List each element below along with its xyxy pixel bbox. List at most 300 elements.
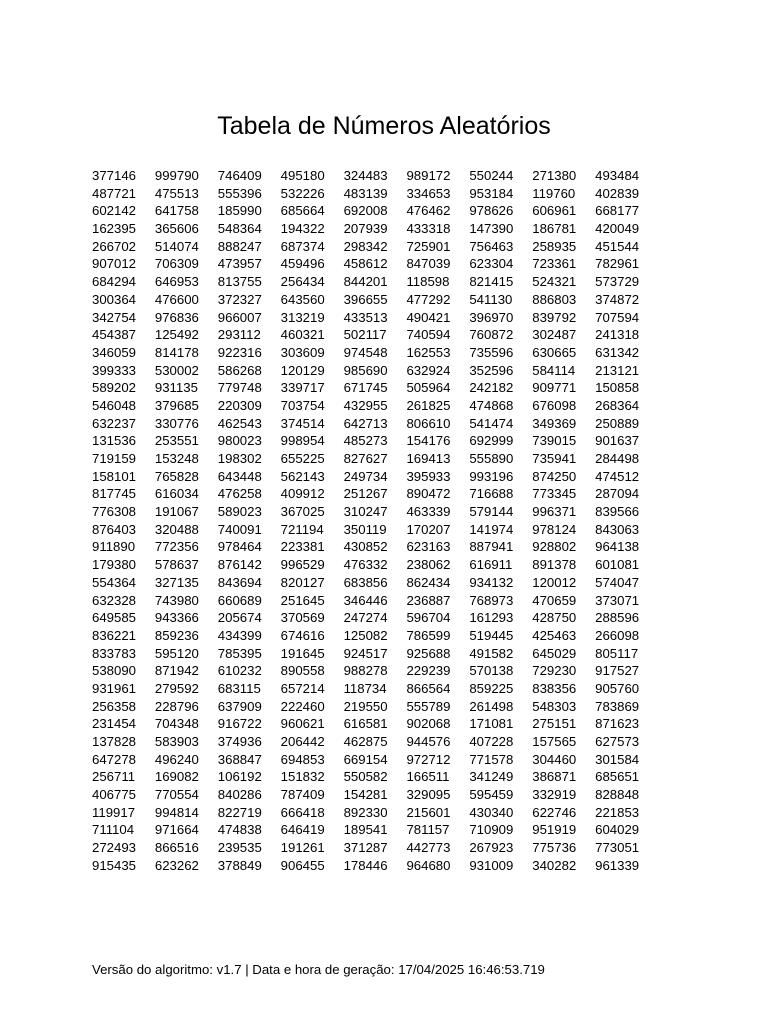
table-cell: 964680 [406,857,451,873]
table-cell: 161293 [469,610,514,626]
table-cell: 805117 [595,645,639,661]
table-cell: 859236 [154,627,199,643]
table-cell: 538090 [92,663,137,679]
table-cell: 756463 [469,238,514,254]
table-cell: 847039 [406,256,451,272]
table-cell: 162553 [406,344,451,360]
table-cell: 530002 [154,362,199,378]
table-cell: 169413 [406,451,451,466]
table-cell: 442773 [406,840,451,856]
table-cell: 735596 [469,344,514,360]
table-cell: 555789 [406,698,451,714]
table-cell: 683856 [343,574,388,590]
table-cell: 643560 [280,291,325,307]
table-cell: 367025 [280,504,325,520]
table-cell: 402839 [595,185,640,201]
table-cell: 820127 [280,574,325,590]
table-cell: 272493 [92,840,137,856]
table-cell: 221853 [595,804,640,820]
table-cell: 821415 [469,274,514,290]
table-cell: 502117 [343,327,387,343]
table-cell: 462543 [217,415,262,431]
table-cell: 578637 [154,557,199,573]
table-cell: 207939 [343,221,388,237]
table-cell: 589202 [92,380,137,396]
table-row [92,309,658,327]
table-row [92,574,658,592]
table-cell: 485273 [343,433,388,449]
table-cell: 261498 [469,698,514,714]
table-cell: 859225 [469,680,514,696]
table-cell: 372327 [217,291,262,307]
table-cell: 303609 [280,344,325,360]
table-cell: 342754 [92,309,137,325]
table-row [92,733,658,751]
table-cell: 771578 [469,751,514,767]
table-cell: 487721 [92,185,137,201]
table-cell: 459496 [280,256,325,272]
table-cell: 191261 [280,840,325,856]
table-cell: 972712 [406,751,451,767]
table-cell: 931009 [469,857,514,873]
table-cell: 776308 [92,504,137,520]
table-cell: 573729 [595,274,640,290]
table-cell: 833783 [92,645,137,661]
table-cell: 966007 [217,309,262,325]
table-row [92,556,658,574]
table-cell: 676098 [532,397,577,413]
table-cell: 978124 [532,521,577,537]
table-cell: 874250 [532,468,577,484]
table-cell: 131536 [92,433,137,449]
table-cell: 474512 [595,468,640,484]
table-row [92,185,658,203]
table-cell: 332919 [532,787,577,803]
table-cell: 739015 [532,433,577,449]
table-cell: 275151 [532,716,577,732]
table-cell: 298342 [343,238,388,254]
table-cell: 570138 [469,663,514,679]
table-cell: 649585 [92,610,137,626]
table-cell: 334653 [406,185,451,201]
table-cell: 271380 [532,168,577,183]
table-cell: 843063 [595,521,640,537]
table-row [92,715,658,733]
table-cell: 324483 [343,168,388,183]
table-cell: 186781 [532,221,577,237]
table-cell: 887941 [469,539,514,555]
table-cell: 622746 [532,804,577,820]
table-cell: 917527 [595,663,640,679]
table-cell: 610232 [217,663,262,679]
table-cell: 710909 [469,822,514,838]
table-cell: 433513 [343,309,388,325]
table-cell: 247274 [343,610,388,626]
table-cell: 310247 [343,504,388,520]
table-cell: 496240 [154,751,199,767]
table-cell: 460321 [280,327,325,343]
table-cell: 671745 [343,380,388,396]
table-cell: 541130 [469,291,513,307]
table-cell: 462875 [343,734,388,749]
table-row [92,662,658,680]
table-cell: 495180 [280,168,325,183]
table-cell: 760872 [469,327,514,343]
table-cell: 971664 [154,822,199,838]
table-cell: 685651 [595,769,640,785]
table-cell: 781157 [406,822,450,838]
table-cell: 645029 [532,645,577,661]
table-cell: 902068 [406,716,451,732]
table-row [92,344,658,362]
table-cell: 300364 [92,291,137,307]
table-cell: 891378 [532,557,577,573]
table-cell: 420049 [595,221,640,237]
table-cell: 279592 [154,680,199,696]
table-cell: 373071 [595,592,640,608]
table-cell: 284498 [595,451,640,466]
table-cell: 989172 [406,168,451,183]
table-cell: 583903 [154,734,199,749]
table-cell: 409912 [280,486,325,502]
table-cell: 256434 [280,274,325,290]
table-cell: 198302 [217,451,262,466]
table-cell: 993196 [469,468,514,484]
table-cell: 137828 [92,734,137,749]
table-cell: 729230 [532,663,577,679]
table-cell: 905760 [595,680,640,696]
table-cell: 378849 [217,857,262,873]
table-cell: 643448 [217,468,262,484]
table-cell: 886803 [532,291,577,307]
table-row [92,291,658,309]
table-cell: 586268 [217,362,262,378]
table-cell: 961339 [595,857,640,873]
table-cell: 647278 [92,751,137,767]
table-cell: 786599 [406,627,451,643]
table-cell: 313219 [280,309,325,325]
table-cell: 704348 [154,716,199,732]
table-cell: 236887 [406,592,451,608]
table-row [92,415,658,433]
table-cell: 267923 [469,840,514,856]
table-cell: 584114 [532,362,576,378]
table-cell: 890472 [406,486,451,502]
table-cell: 630665 [532,344,577,360]
table-cell: 944576 [406,734,451,749]
table-row [92,857,658,875]
table-cell: 171081 [469,716,514,732]
table-cell: 668177 [595,203,640,219]
table-cell: 840286 [217,787,262,803]
table-cell: 606961 [532,203,577,219]
table-row [92,326,658,344]
table-cell: 773345 [532,486,577,502]
table-cell: 483139 [343,185,388,201]
table-cell: 231454 [92,716,137,732]
table-cell: 616911 [469,557,513,573]
page-title: Tabela de Números Aleatórios [217,112,551,140]
table-cell: 660689 [217,592,262,608]
table-cell: 765828 [154,468,199,484]
table-cell: 396655 [343,291,388,307]
table-cell: 399333 [92,362,137,378]
table-cell: 623163 [406,539,451,555]
table-cell: 782961 [595,256,640,272]
table-cell: 562143 [280,468,325,484]
table-cell: 787409 [280,787,325,803]
table-cell: 646953 [154,274,199,290]
table-cell: 822719 [217,804,262,820]
table-cell: 994814 [154,804,199,820]
table-cell: 458612 [343,256,388,272]
table-cell: 641758 [154,203,199,219]
table-cell: 814178 [154,344,199,360]
table-cell: 906455 [280,857,325,873]
table-cell: 340282 [532,857,577,873]
table-cell: 772356 [154,539,199,555]
table-row [92,450,658,468]
table-cell: 806610 [406,415,451,431]
table-cell: 706309 [154,256,199,272]
table-cell: 229239 [406,663,451,679]
table-cell: 838356 [532,680,577,696]
table-cell: 473957 [217,256,262,272]
table-cell: 740091 [217,521,262,537]
table-cell: 407228 [469,734,514,749]
table-cell: 716688 [469,486,514,502]
table-cell: 642713 [343,415,388,431]
table-cell: 876142 [217,557,262,573]
table-cell: 554364 [92,574,137,590]
table-cell: 657214 [280,680,325,696]
table-cell: 602142 [92,203,137,219]
table-cell: 377146 [92,168,137,183]
table-cell: 996529 [280,557,325,573]
table-cell: 735941 [532,451,577,466]
table-row [92,821,658,839]
table-cell: 304460 [532,751,577,767]
table-cell: 524321 [532,274,577,290]
table-cell: 783869 [595,698,640,714]
table-cell: 827627 [343,451,388,466]
table-cell: 430340 [469,804,514,820]
table-cell: 703754 [280,397,325,413]
table-cell: 191645 [280,645,325,661]
table-cell: 191067 [154,504,199,520]
table-cell: 386871 [532,769,577,785]
table-cell: 189541 [343,822,388,838]
table-cell: 476332 [343,557,388,573]
table-cell: 931961 [92,680,137,696]
table-cell: 206442 [280,734,325,749]
table-cell: 924517 [343,645,388,661]
table-cell: 692008 [343,203,388,219]
table-cell: 406775 [92,787,137,803]
table-row [92,680,658,698]
table-row [92,751,658,769]
random-number-table [92,167,658,875]
table-cell: 162395 [92,221,137,237]
table-cell: 953184 [469,185,514,201]
table-row [92,839,658,857]
table-cell: 476462 [406,203,451,219]
table-row [92,468,658,486]
table-cell: 125492 [154,327,199,343]
table-cell: 998954 [280,433,325,449]
table-cell: 329095 [406,787,451,803]
table-cell: 548364 [217,221,262,237]
table-cell: 223381 [280,539,325,555]
table-cell: 627573 [595,734,640,749]
table-row [92,768,658,786]
table-cell: 374514 [280,415,325,431]
table-cell: 194322 [280,221,325,237]
table-row [92,645,658,663]
table-cell: 907012 [92,256,137,272]
table-cell: 205674 [217,610,262,626]
table-cell: 844201 [343,274,388,290]
table-cell: 601081 [595,557,640,573]
table-cell: 589023 [217,504,262,520]
table-cell: 374872 [595,291,640,307]
table-cell: 692999 [469,433,514,449]
table-cell: 154281 [343,787,388,803]
table-cell: 395933 [406,468,451,484]
table-cell: 866516 [154,840,199,856]
table-cell: 555890 [469,451,514,466]
table-row [92,273,658,291]
table-cell: 120129 [280,362,325,378]
table-cell: 119917 [92,804,136,820]
table-cell: 213121 [595,362,640,378]
table-cell: 960621 [280,716,325,732]
table-cell: 976836 [154,309,199,325]
table-cell: 616034 [154,486,199,502]
table-cell: 711104 [92,822,135,838]
table-cell: 985690 [343,362,388,378]
table-cell: 474838 [217,822,262,838]
table-cell: 493484 [595,168,640,183]
table-cell: 974548 [343,344,388,360]
table-cell: 685664 [280,203,325,219]
table-cell: 475513 [154,185,199,201]
table-cell: 379685 [154,397,199,413]
table-cell: 579144 [469,504,514,520]
table-cell: 346446 [343,592,388,608]
table-cell: 839792 [532,309,577,325]
generation-info-footer: Versão do algoritmo: v1.7 | Data e hora de geração: 17/04/2025 16:46:53.719 [92,962,545,977]
table-cell: 301584 [595,751,640,767]
table-row [92,698,658,716]
table-cell: 454387 [92,327,137,343]
table-cell: 915435 [92,857,137,873]
table-cell: 341249 [469,769,514,785]
table-cell: 185990 [217,203,262,219]
table-cell: 118598 [406,274,450,290]
table-cell: 546048 [92,397,137,413]
table-cell: 215601 [406,804,451,820]
table-row [92,592,658,610]
table-cell: 931135 [154,380,198,396]
table-cell: 476258 [217,486,262,502]
table-cell: 433318 [406,221,451,237]
table-cell: 490421 [406,309,451,325]
table-cell: 491582 [469,645,514,661]
table-cell: 251645 [280,592,325,608]
table-cell: 178446 [343,857,388,873]
table-row [92,379,658,397]
table-cell: 616581 [343,716,388,732]
table-cell: 396970 [469,309,514,325]
table-cell: 775736 [532,840,577,856]
table-cell: 477292 [406,291,451,307]
table-cell: 725901 [406,238,451,254]
table-cell: 922316 [217,344,262,360]
table-cell: 768973 [469,592,514,608]
table-row [92,786,658,804]
table-cell: 892330 [343,804,388,820]
table-cell: 368847 [217,751,262,767]
table-cell: 349369 [532,415,577,431]
table-cell: 964138 [595,539,640,555]
table-cell: 476600 [154,291,199,307]
table-cell: 646419 [280,822,325,838]
table-cell: 288596 [595,610,640,626]
table-cell: 707594 [595,309,640,325]
table-cell: 242182 [469,380,514,396]
table-cell: 836221 [92,627,137,643]
table-cell: 817745 [92,486,137,502]
table-cell: 721194 [280,521,324,537]
table-cell: 287094 [595,486,640,502]
table-cell: 352596 [469,362,514,378]
table-cell: 687374 [280,238,325,254]
table-cell: 258935 [532,238,577,254]
table-cell: 432955 [343,397,388,413]
table-cell: 266098 [595,627,640,643]
table-cell: 595120 [154,645,199,661]
table-cell: 428750 [532,610,577,626]
table-cell: 514074 [154,238,199,254]
table-cell: 632924 [406,362,451,378]
table-cell: 928802 [532,539,577,555]
table-cell: 550582 [343,769,388,785]
table-cell: 179380 [92,557,137,573]
table-cell: 871942 [154,663,199,679]
table-cell: 632328 [92,592,137,608]
table-cell: 631342 [595,344,640,360]
table-cell: 451544 [595,238,640,254]
table-cell: 723361 [532,256,577,272]
table-cell: 365606 [154,221,199,237]
table-cell: 228796 [154,698,199,714]
table-cell: 147390 [469,221,514,237]
table-cell: 302487 [532,327,577,343]
table-cell: 320488 [154,521,199,537]
table-cell: 596704 [406,610,451,626]
table-row [92,609,658,627]
table-cell: 505964 [406,380,451,396]
table-row [92,485,658,503]
table-cell: 901637 [595,433,640,449]
table-cell: 839566 [595,504,640,520]
table-cell: 222460 [280,698,325,714]
table-cell: 120012 [532,574,577,590]
table-cell: 532226 [280,185,325,201]
table-cell: 623304 [469,256,514,272]
table-cell: 770554 [154,787,199,803]
